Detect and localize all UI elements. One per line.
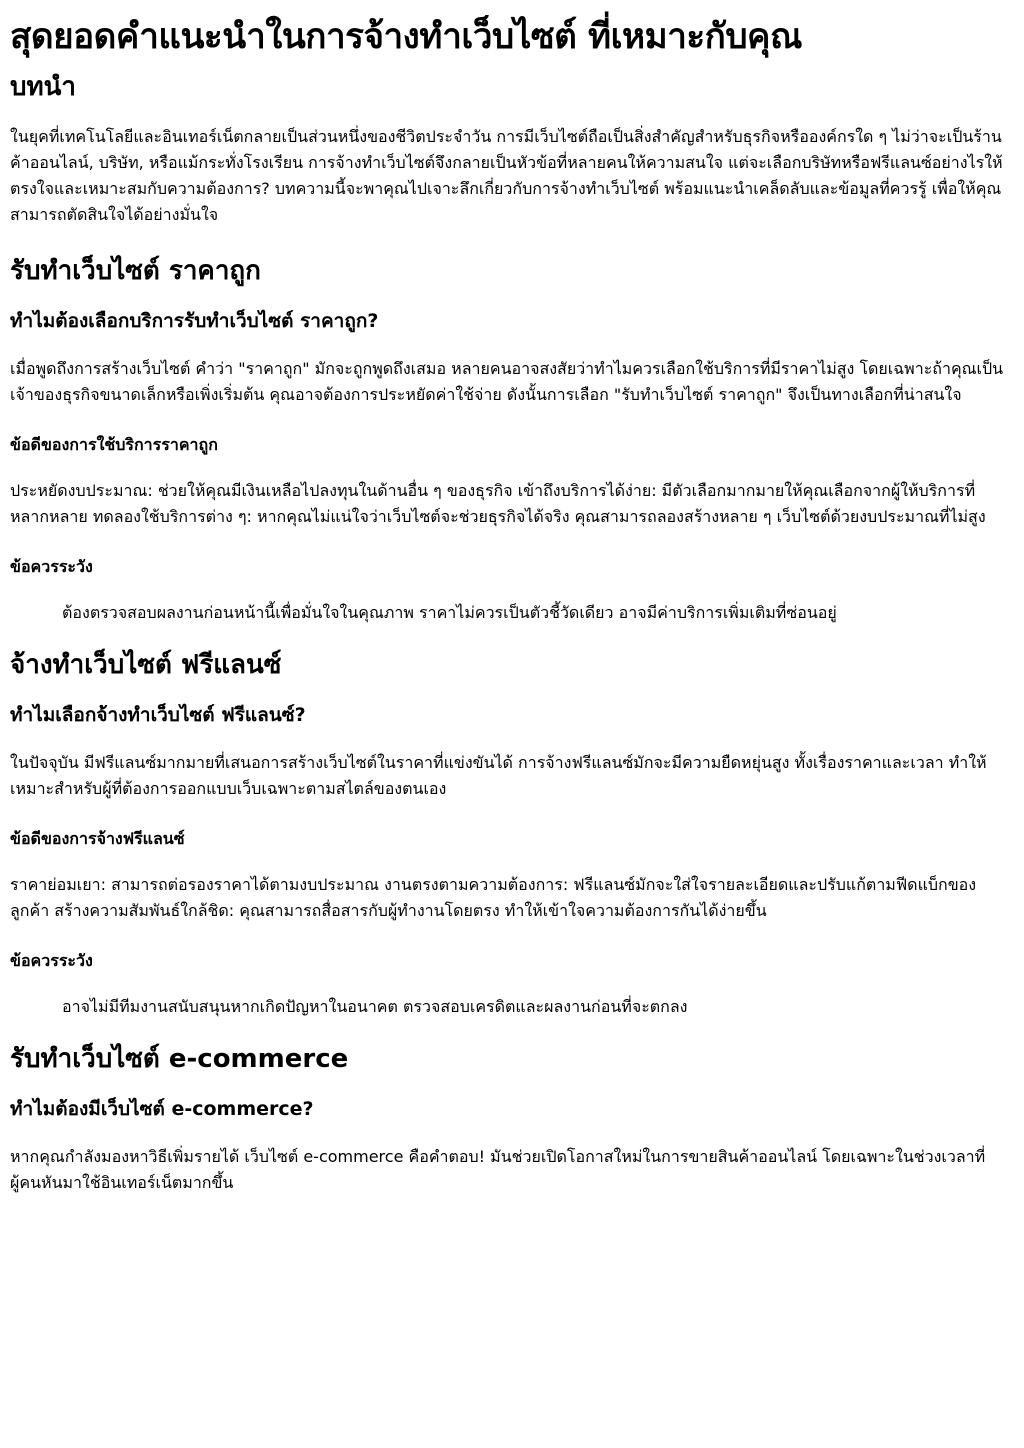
cheap-why-paragraph: เมื่อพูดถึงการสร้างเว็บไซต์ คำว่า "ราคาถูก" มักจะถูกพูดถึงเสมอ หลายคนอาจสงสัยว่าทำไมควรเลือกใช้บริการที่มีราคาไม่สูง โดยเฉพาะถ้าคุณเป็นเจ้าของธุรกิจขนาดเล็กหรือเพิ่งเริ่มต้น คุณอาจต้องการประหยัดค่าใช้จ่าย ดังนั้นการเลือก "รับทำเว็บไซต์ ราคาถูก" จึงเป็นทางเลือกที่น่าสนใจ: [10, 359, 1004, 404]
ecommerce-section-heading: รับทำเว็บไซต์ e-commerce: [10, 1044, 349, 1074]
cheap-why-heading: ทำไมต้องเลือกบริการรับทำเว็บไซต์ ราคาถูก?: [10, 310, 379, 332]
freelance-caution-heading: ข้อควรระวัง: [10, 951, 93, 970]
freelance-pros-heading: ข้อดีของการจ้างฟรีแลนซ์: [10, 829, 185, 848]
intro-heading: บทนำ: [10, 72, 77, 102]
cheap-pros-heading: ข้อดีของการใช้บริการราคาถูก: [10, 435, 218, 454]
cheap-caution-quote: ต้องตรวจสอบผลงานก่อนหน้านี้เพื่อมั่นใจในคุณภาพ ราคาไม่ควรเป็นตัวชี้วัดเดียว อาจมีค่าบริการเพิ่มเติมที่ซ่อนอยู่: [62, 603, 837, 622]
freelance-why-paragraph: ในปัจจุบัน มีฟรีแลนซ์มากมายที่เสนอการสร้างเว็บไซต์ในราคาที่แข่งขันได้ การจ้างฟรีแลนซ์มักจะมีความยืดหยุ่นสูง ทั้งเรื่องราคาและเวลา ทำให้เหมาะสำหรับผู้ที่ต้องการออกแบบเว็บเฉพาะตามสไตล์ของตนเอง: [10, 753, 987, 798]
cheap-pros-paragraph: ประหยัดงบประมาณ: ช่วยให้คุณมีเงินเหลือไปลงทุนในด้านอื่น ๆ ของธุรกิจ เข้าถึงบริการได้ง่าย: มีตัวเลือกมากมายให้คุณเลือกจากผู้ให้บริการที่หลากหลาย ทดลองใช้บริการต่าง ๆ: หากคุณไม่แน่ใจว่าเว็บไซต์จะช่วยธุรกิจได้จริง คุณสามารถลองสร้างหลาย ๆ เว็บไซต์ด้วยงบประมาณที่ไม่สูง: [10, 481, 986, 526]
cheap-caution-heading: ข้อควรระวัง: [10, 557, 93, 576]
cheap-section-heading: รับทำเว็บไซต์ ราคาถูก: [10, 256, 261, 286]
freelance-pros-paragraph: ราคาย่อมเยา: สามารถต่อรองราคาได้ตามงบประมาณ งานตรงตามความต้องการ: ฟรีแลนซ์มักจะใส่ใจรายละเอียดและปรับแก้ตามฟีดแบ็กของลูกค้า สร้างความสัมพันธ์ใกล้ชิด: คุณสามารถสื่อสารกับผู้ทำงานโดยตรง ทำให้เข้าใจความต้องการกันได้ง่ายขึ้น: [10, 875, 977, 920]
page-title: สุดยอดคำแนะนำในการจ้างทำเว็บไซต์ ที่เหมาะกับคุณ: [10, 17, 802, 57]
freelance-why-heading: ทำไมเลือกจ้างทำเว็บไซต์ ฟรีแลนซ์?: [10, 704, 306, 726]
freelance-section-heading: จ้างทำเว็บไซต์ ฟรีแลนซ์: [10, 650, 282, 680]
freelance-caution-quote: อาจไม่มีทีมงานสนับสนุนหากเกิดปัญหาในอนาคต ตรวจสอบเครดิตและผลงานก่อนที่จะตกลง: [62, 997, 688, 1016]
intro-paragraph: ในยุคที่เทคโนโลยีและอินเทอร์เน็ตกลายเป็นส่วนหนึ่งของชีวิตประจำวัน การมีเว็บไซต์ถือเป็นสิ่งสำคัญสำหรับธุรกิจหรือองค์กรใด ๆ ไม่ว่าจะเป็นร้านค้าออนไลน์, บริษัท, หรือแม้กระทั่งโรงเรียน การจ้างทำเว็บไซต์จึงกลายเป็นหัวข้อที่หลายคนให้ความสนใจ แต่จะเลือกบริษัทหรือฟรีแลนซ์อย่างไรให้ตรงใจและเหมาะสมกับความต้องการ? บทความนี้จะพาคุณไปเจาะลึกเกี่ยวกับการจ้างทำเว็บไซต์ พร้อมแนะนำเคล็ดลับและข้อมูลที่ควรรู้ เพื่อให้คุณสามารถตัดสินใจได้อย่างมั่นใจ: [10, 127, 1003, 224]
ecommerce-why-paragraph: หากคุณกำลังมองหาวิธีเพิ่มรายได้ เว็บไซต์ e-commerce คือคำตอบ! มันช่วยเปิดโอกาสใหม่ในการขายสินค้าออนไลน์ โดยเฉพาะในช่วงเวลาที่ผู้คนหันมาใช้อินเทอร์เน็ตมากขึ้น: [10, 1147, 986, 1192]
ecommerce-why-heading: ทำไมต้องมีเว็บไซต์ e-commerce?: [10, 1098, 314, 1120]
